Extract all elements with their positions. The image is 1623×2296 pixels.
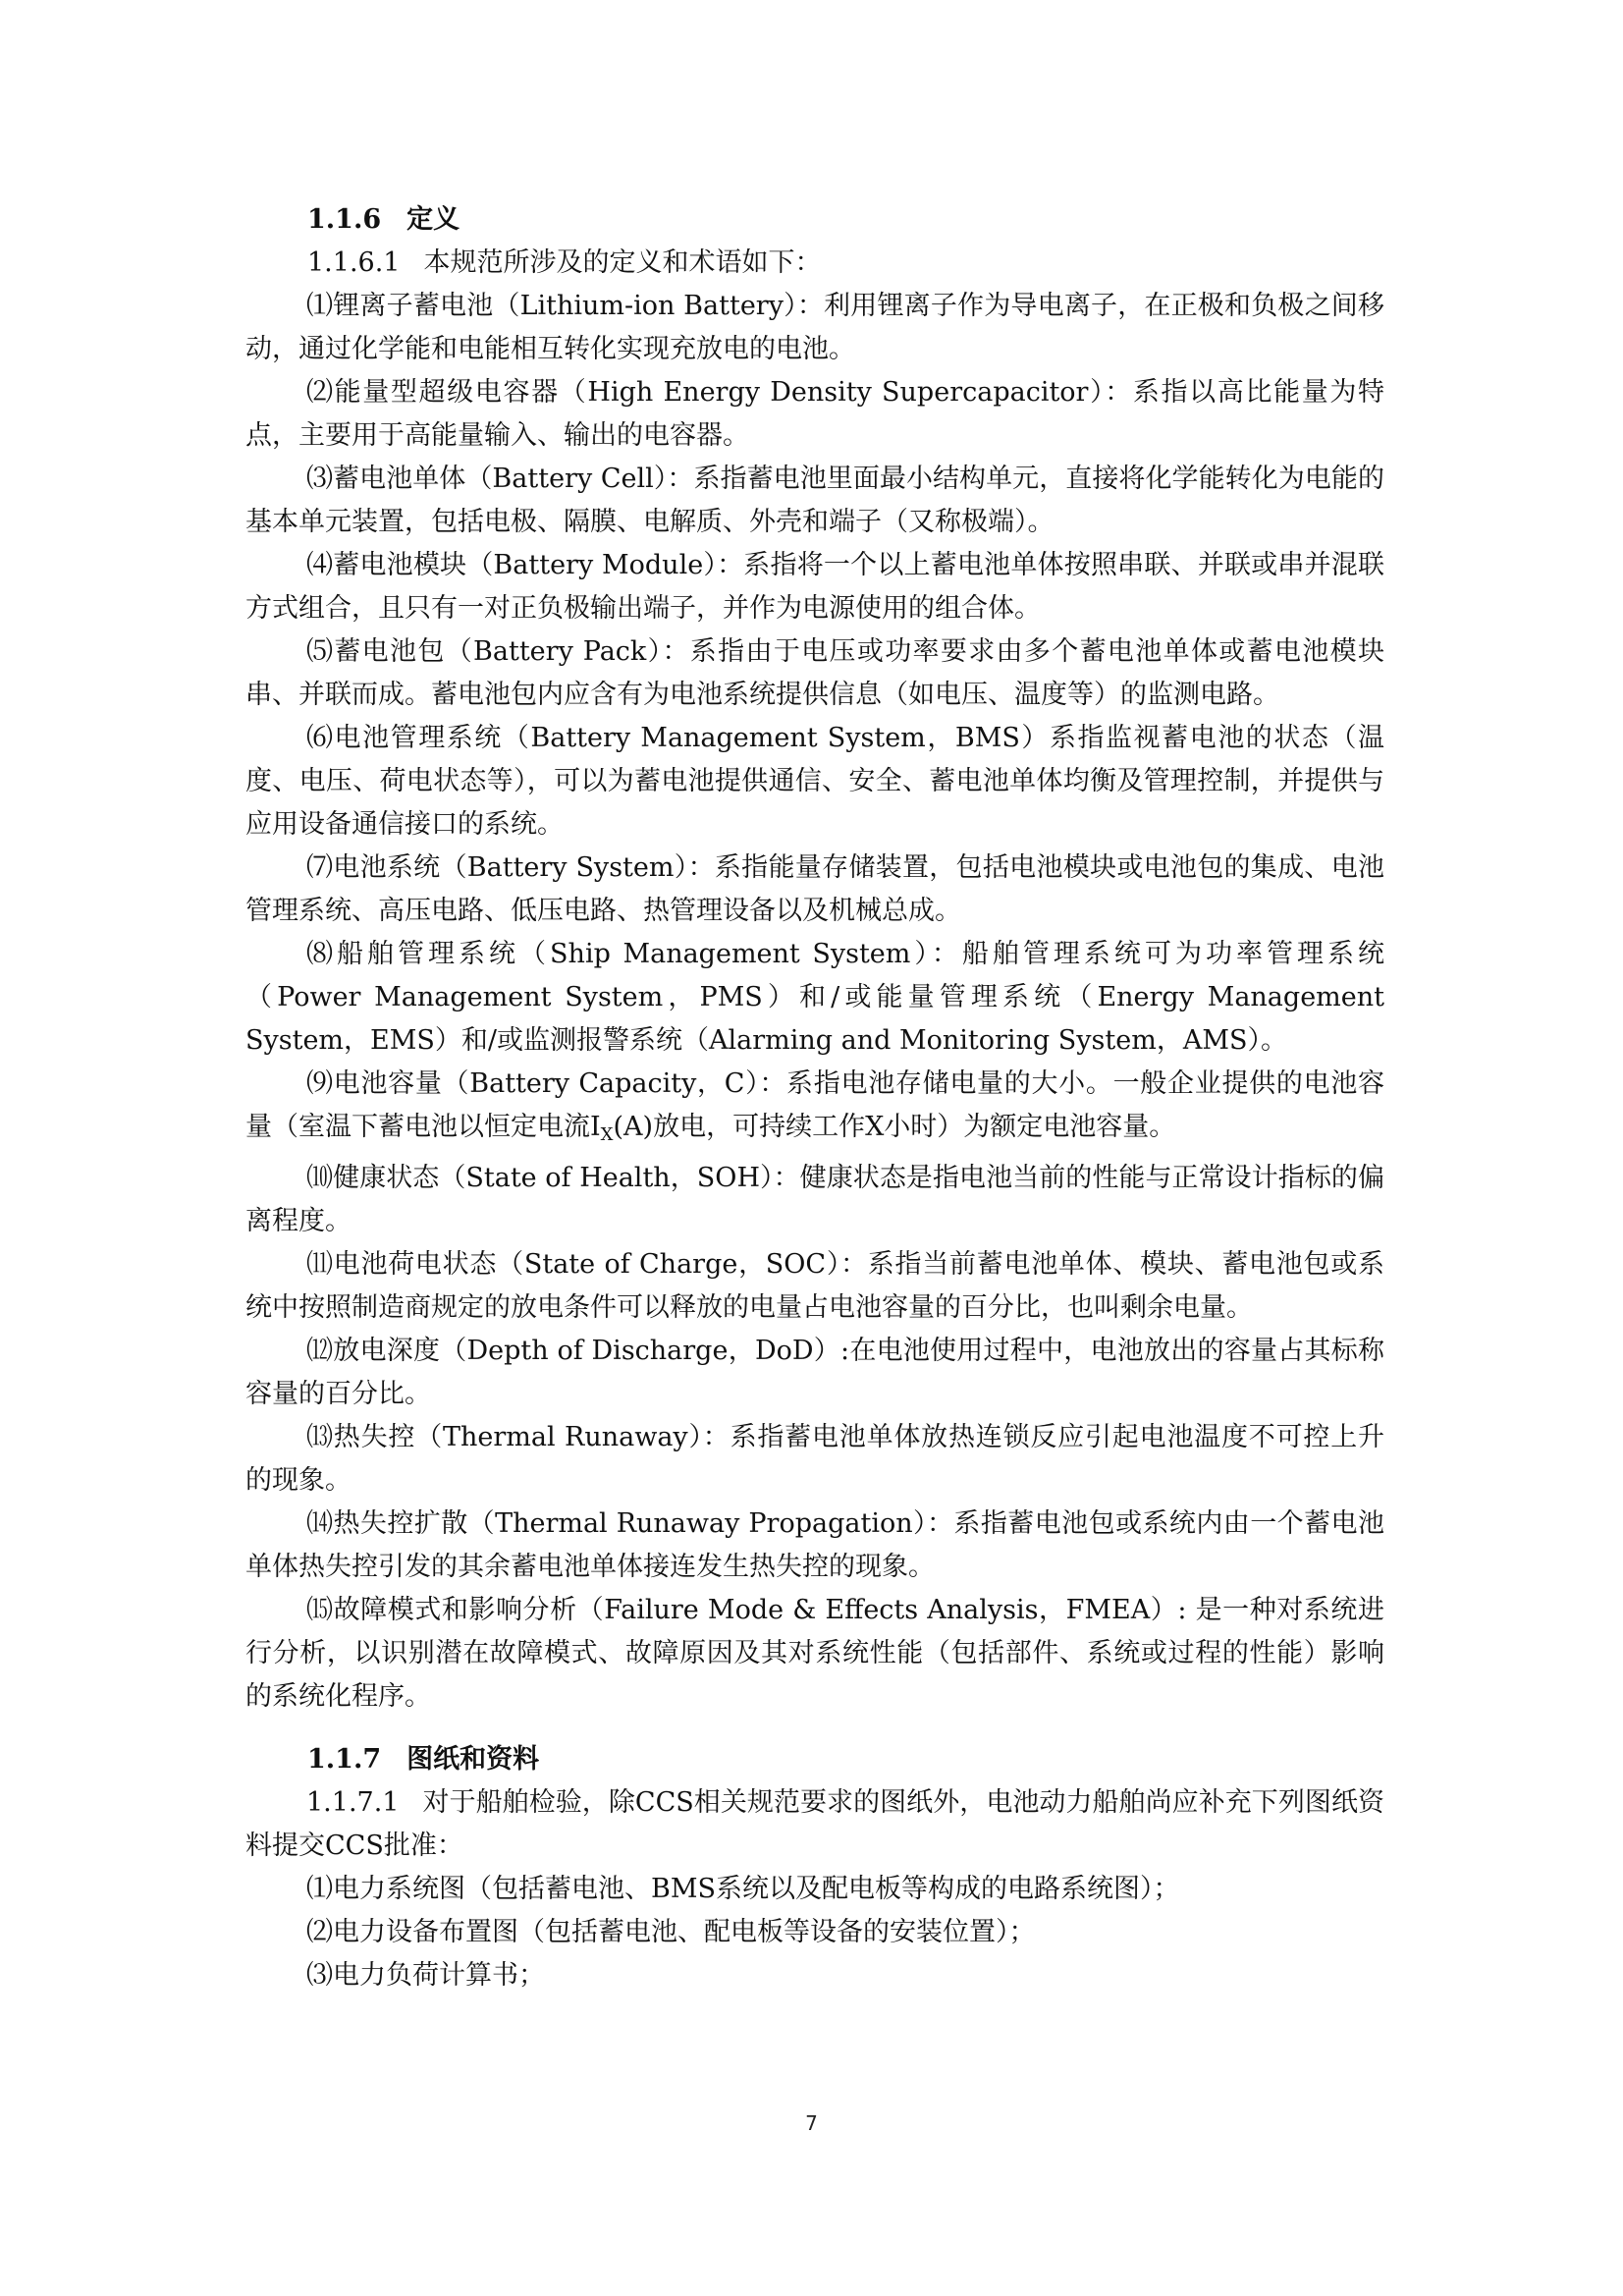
definition-item-7: ⑺电池系统（Battery System）：系指能量存储装置，包括电池模块或电池包的集成、电池管理系统、高压电路、低压电路、热管理设备以及机械总成。 xyxy=(245,852,1384,926)
drawings-list xyxy=(245,1781,1384,1997)
definition-item-8: ⑻船舶管理系统（Ship Management System）：船舶管理系统可为功率管理系统（Power Management System，PMS）和/或能量管理系统（Energy Management System，EMS）和/或监测报警系统（Alarming and Monitoring System，AMS）。 xyxy=(245,939,1384,1056)
definitions-list xyxy=(245,285,1384,1719)
section-number: 1.1.6 xyxy=(307,204,382,235)
clause-text: 本规范所涉及的定义和术语如下： xyxy=(423,247,822,278)
definition-item-6: ⑹电池管理系统（Battery Management System，BMS）系指监视蓄电池的状态（温度、电压、荷电状态等），可以为蓄电池提供通信、安全、蓄电池单体均衡及管理控制，并提供与应用设备通信接口的系统。 xyxy=(245,723,1384,840)
definition-item-2: ⑵能量型超级电容器（High Energy Density Supercapacitor）：系指以高比能量为特点，主要用于高能量输入、输出的电容器。 xyxy=(245,377,1384,451)
clause-text: 对于船舶检验，除CCS相关规范要求的图纸外，电池动力船舶尚应补充下列图纸资料提交CCS批准： xyxy=(245,1787,1384,1861)
definition-item-3: ⑶蓄电池单体（Battery Cell）：系指蓄电池里面最小结构单元，直接将化学能转化为电能的基本单元装置，包括电极、隔膜、电解质、外壳和端子（又称极端）。 xyxy=(245,464,1384,537)
definition-item-11: ⑾电池荷电状态（State of Charge，SOC）：系指当前蓄电池单体、模块、蓄电池包或系统中按照制造商规定的放电条件可以释放的电量占电池容量的百分比，也叫剩余电量。 xyxy=(245,1249,1384,1323)
definition-item-10: ⑽健康状态（State of Health，SOH）：健康状态是指电池当前的性能与正常设计指标的偏离程度。 xyxy=(245,1163,1384,1236)
definition-item-12: ⑿放电深度（Depth of Discharge，DoD）:在电池使用过程中，电池放出的容量占其标称容量的百分比。 xyxy=(245,1336,1384,1409)
definition-item-9-after: (A)放电，可持续工作X小时）为额定电池容量。 xyxy=(613,1112,1176,1142)
drawing-item-1: ⑴电力系统图（包括蓄电池、BMS系统以及配电板等构成的电路系统图）； xyxy=(306,1874,1180,1904)
definition-item-5: ⑸蓄电池包（Battery Pack）：系指由于电压或功率要求由多个蓄电池单体或蓄电池模块串、并联而成。蓄电池包内应含有为电池系统提供信息（如电压、温度等）的监测电路。 xyxy=(245,636,1384,710)
clause-number: 1.1.7.1 xyxy=(306,1787,400,1818)
section-heading-1-1-7 xyxy=(245,1738,1446,1781)
section-title: 定义 xyxy=(406,204,460,235)
definition-item-9 xyxy=(245,1063,1384,1157)
definition-item-9-before: ⑼电池容量（Battery Capacity，C）：系指电池存储电量的大小。一般企业提供的电池容量（室温下蓄电池以恒定电流I xyxy=(245,1068,1384,1142)
definition-item-1: ⑴锂离子蓄电池（Lithium-ion Battery）：利用锂离子作为导电离子，在正极和负极之间移动，通过化学能和电能相互转化实现充放电的电池。 xyxy=(245,291,1384,364)
section-heading-1-1-6 xyxy=(245,198,1446,242)
definition-item-4: ⑷蓄电池模块（Battery Module）：系指将一个以上蓄电池单体按照串联、并联或串并混联方式组合，且只有一对正负极输出端子，并作为电源使用的组合体。 xyxy=(245,550,1384,624)
subscript-x: X xyxy=(600,1124,614,1145)
section-title: 图纸和资料 xyxy=(406,1744,540,1775)
page-number: 7 xyxy=(805,2111,818,2135)
clause-1-1-7-1 xyxy=(245,1781,1384,1868)
definition-item-14: ⒁热失控扩散（Thermal Runaway Propagation）：系指蓄电池包或系统内由一个蓄电池单体热失控引发的其余蓄电池单体接连发生热失控的现象。 xyxy=(245,1508,1384,1582)
clause-number: 1.1.6.1 xyxy=(307,247,401,278)
clause-1-1-6-1 xyxy=(245,242,1446,285)
section-number: 1.1.7 xyxy=(307,1744,382,1775)
drawing-item-3: ⑶电力负荷计算书； xyxy=(306,1960,545,1991)
drawing-item-2: ⑵电力设备布置图（包括蓄电池、配电板等设备的安装位置）； xyxy=(306,1917,1036,1947)
definition-item-13: ⒀热失控（Thermal Runaway）：系指蓄电池单体放热连锁反应引起电池温度不可控上升的现象。 xyxy=(245,1422,1384,1496)
definition-item-15: ⒂故障模式和影响分析（Failure Mode & Effects Analysis，FMEA）: 是一种对系统进行分析，以识别潜在故障模式、故障原因及其对系统性能（包括部件、系统或过程的性能）影响的系统化程序。 xyxy=(245,1595,1384,1712)
